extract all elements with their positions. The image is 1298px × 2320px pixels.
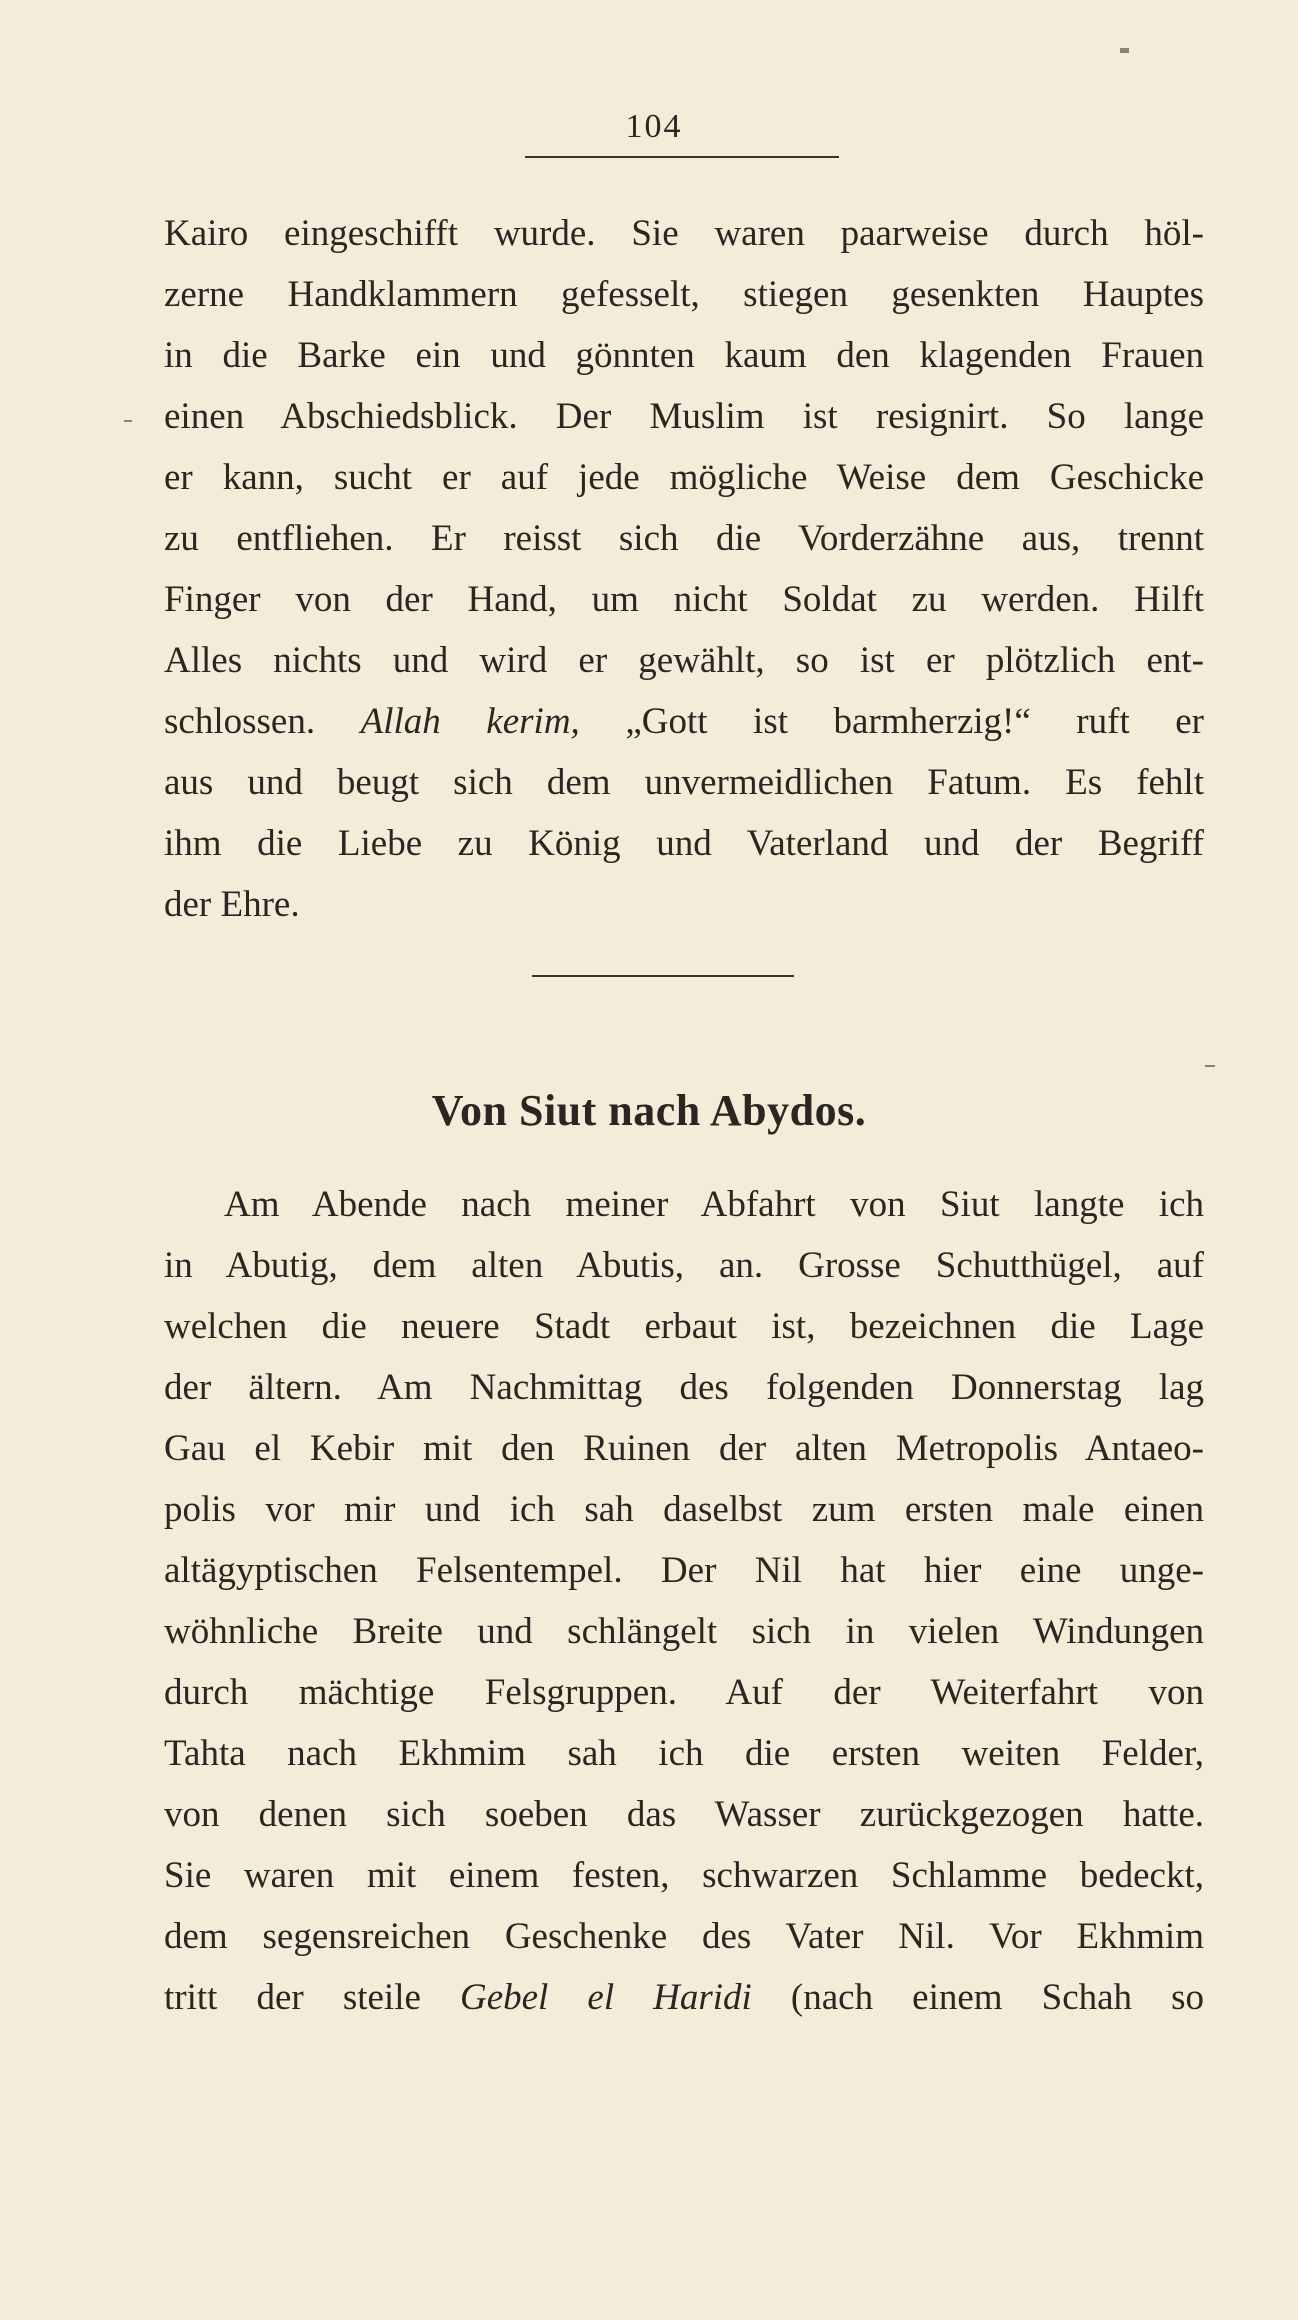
- text-line: Am Abende nach meiner Abfahrt von Siut langte ich: [224, 1184, 1204, 1225]
- text-line: aus und beugt sich dem unvermeidlichen Fatum. Es fehlt: [164, 762, 1204, 803]
- text-line: Sie waren mit einem festen, schwarzen Schlamme bedeckt,: [164, 1855, 1204, 1896]
- text-line: der Ehre.: [164, 884, 300, 925]
- text-line: [164, 1967, 1204, 2028]
- text-line: zerne Handklammern gefesselt, stiegen gesenkten Hauptes: [164, 274, 1204, 315]
- text-line: dem segensreichen Geschenke des Vater Nil. Vor Ekhmim: [164, 1916, 1204, 1957]
- text-line: welchen die neuere Stadt erbaut ist, bezeichnen die Lage: [164, 1306, 1204, 1347]
- text-line: der ältern. Am Nachmittag des folgenden Donnerstag lag: [164, 1367, 1204, 1408]
- paper-speck: [124, 420, 132, 422]
- text-line: zu entfliehen. Er reisst sich die Vorderzähne aus, trennt: [164, 518, 1204, 559]
- text-segment: schlossen.: [164, 701, 316, 742]
- text-line: durch mächtige Felsgruppen. Auf der Weiterfahrt von: [164, 1672, 1204, 1713]
- italic-phrase: Gebel el Haridi: [459, 1977, 752, 2018]
- text-line: Finger von der Hand, um nicht Soldat zu werden. Hilft: [164, 579, 1204, 620]
- text-line: altägyptischen Felsentempel. Der Nil hat hier eine unge-: [164, 1550, 1204, 1591]
- text-line: Gau el Kebir mit den Ruinen der alten Metropolis Antaeo-: [164, 1428, 1204, 1469]
- text-line: er kann, sucht er auf jede mögliche Weise dem Geschicke: [164, 457, 1204, 498]
- paragraph-1: [164, 203, 1204, 935]
- text-line: von denen sich soeben das Wasser zurückgezogen hatte.: [164, 1794, 1204, 1835]
- text-line: Kairo eingeschifft wurde. Sie waren paarweise durch höl-: [164, 213, 1204, 254]
- text-line: polis vor mir und ich sah daselbst zum ersten male einen: [164, 1489, 1204, 1530]
- text-line: Tahta nach Ekhmim sah ich die ersten weiten Felder,: [164, 1733, 1204, 1774]
- text-segment: tritt der steile: [164, 1977, 421, 2018]
- italic-phrase: Allah kerim,: [360, 701, 580, 742]
- text-line: einen Abschiedsblick. Der Muslim ist resignirt. So lange: [164, 396, 1204, 437]
- text-line: ihm die Liebe zu König und Vaterland und der Begriff: [164, 823, 1204, 864]
- text-line: [164, 691, 1204, 752]
- text-line: wöhnliche Breite und schlängelt sich in vielen Windungen: [164, 1611, 1204, 1652]
- section-separator-rule: [532, 975, 794, 977]
- text-line: in Abutig, dem alten Abutis, an. Grosse Schutthügel, auf: [164, 1245, 1204, 1286]
- text-segment: (nach einem Schah so: [790, 1977, 1204, 2018]
- paper-speck: [1120, 48, 1129, 53]
- text-line: in die Barke ein und gönnten kaum den klagenden Frauen: [164, 335, 1204, 376]
- text-segment: „Gott ist barmherzig!“ ruft er: [625, 701, 1204, 742]
- paper-speck: [1205, 1065, 1215, 1067]
- paragraph-2: [164, 1174, 1204, 2028]
- text-line: Alles nichts und wird er gewählt, so ist er plötzlich ent-: [164, 640, 1204, 681]
- header-rule: [525, 156, 839, 158]
- section-title: Von Siut nach Abydos.: [431, 1086, 867, 1135]
- page-number: 104: [625, 108, 683, 145]
